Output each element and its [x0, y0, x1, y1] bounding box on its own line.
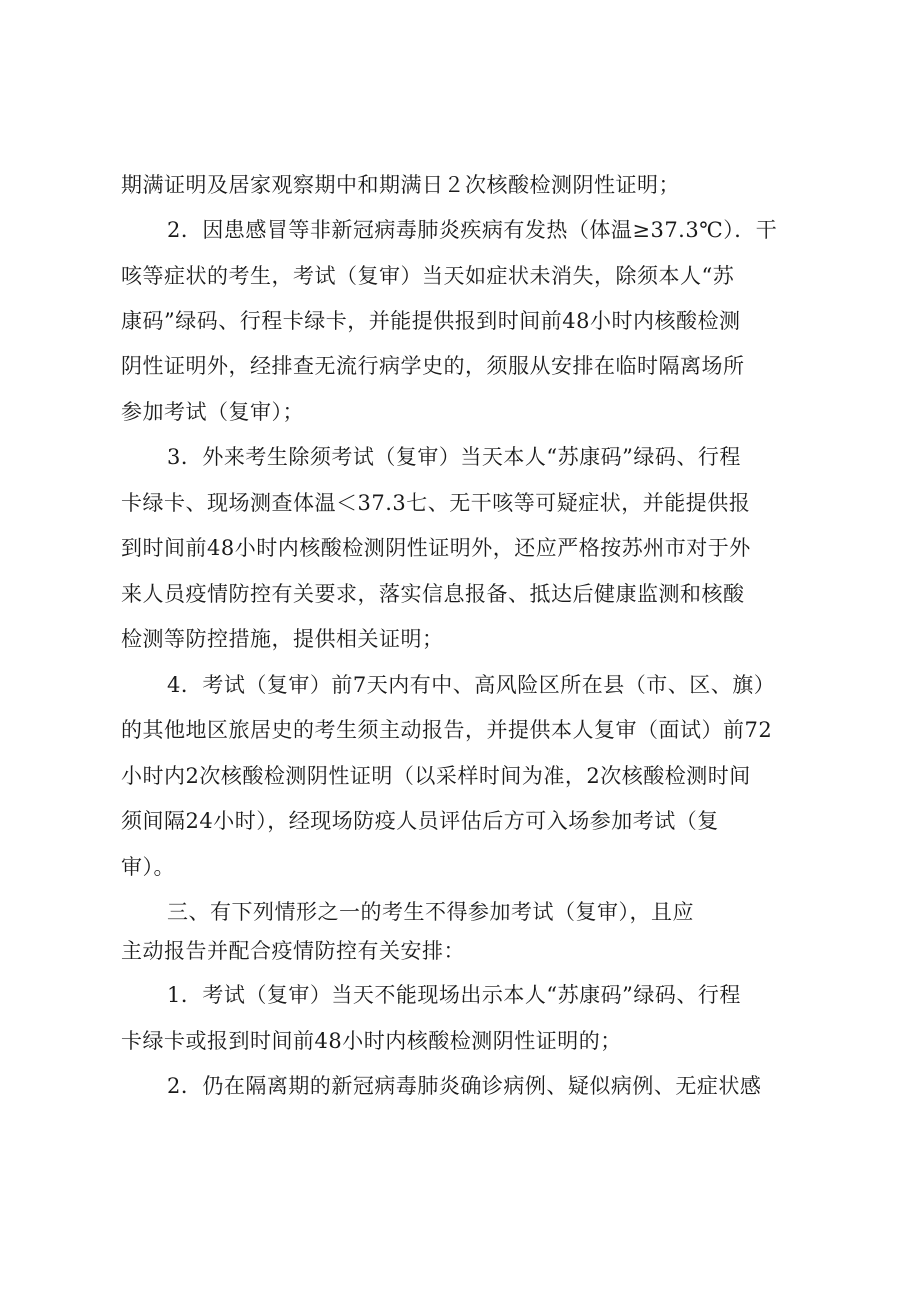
text-line: 阴性证明外，经排查无流行病学史的，须服从安排在临时隔离场所	[121, 354, 745, 378]
text-line: 参加考试（复审）；	[121, 400, 304, 424]
text-line: 检测等防控措施，提供相关证明；	[121, 627, 444, 651]
text-line: 咳等症状的考生，考试（复审）当天如症状未消失，除须本人“苏	[121, 264, 735, 288]
text-line: 4．考试（复审）前7天内有中、高风险区所在县（市、区、旗）	[167, 673, 776, 697]
text-line: 须间隔24小时），经现场防疫人员评估后方可入场参加考试（复	[121, 809, 719, 833]
text-line: 卡绿卡、现场测查体温＜37.3七、无干咳等可疑症状，并能提供报	[121, 491, 751, 515]
text-line: 到时间前48小时内核酸检测阴性证明外，还应严格按苏州市对于外	[121, 536, 751, 560]
text-line: 2．仍在隔离期的新冠病毒肺炎确诊病例、疑似病例、无症状感	[167, 1074, 762, 1098]
text-line: 小时内2次核酸检测阴性证明（以采样时间为准，2次核酸检测时间	[121, 764, 751, 788]
text-line: 3．外来考生除须考试（复审）当天本人“苏康码”绿码、行程	[167, 445, 741, 469]
text-line: 2．因患感冒等非新冠病毒肺炎疾病有发热（体温≥37.3℃）．干	[167, 218, 778, 242]
text-line: 期满证明及居家观察期中和期满日２次核酸检测阴性证明；	[121, 173, 680, 197]
text-line: 来人员疫情防控有关要求，落实信息报备、抵达后健康监测和核酸	[121, 582, 745, 606]
text-line: 1．考试（复审）当天不能现场出示本人“苏康码”绿码、行程	[167, 983, 741, 1007]
text-line: 审）。	[121, 855, 175, 879]
text-line: 康码”绿码、行程卡绿卡，并能提供报到时间前48小时内核酸检测	[121, 309, 741, 333]
text-line: 卡绿卡或报到时间前48小时内核酸检测阴性证明的；	[121, 1029, 622, 1053]
section-heading: 三、有下列情形之一的考生不得参加考试（复审），且应	[167, 900, 694, 924]
section-heading: 主动报告并配合疫情防控有关安排：	[121, 939, 465, 963]
text-line: 的其他地区旅居史的考生须主动报告，并提供本人复审（面试）前72	[121, 718, 773, 742]
